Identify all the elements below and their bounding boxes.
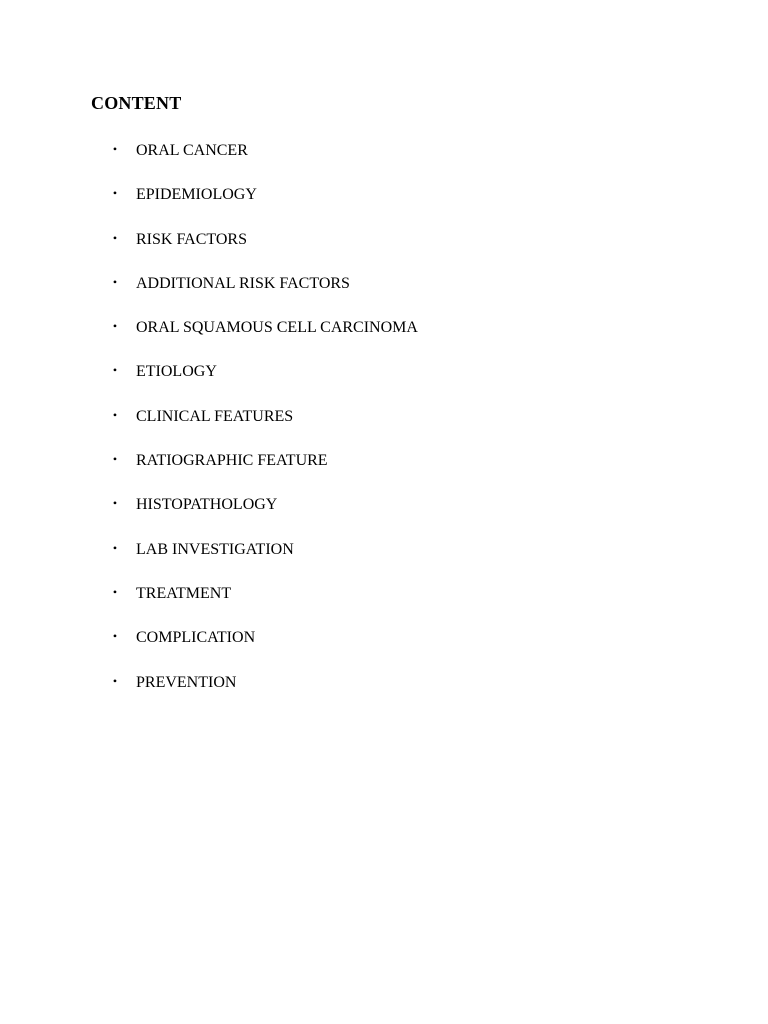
list-item-label: TREATMENT <box>136 584 232 602</box>
list-item-label: CLINICAL FEATURES <box>136 407 294 425</box>
bullet-icon: • <box>112 274 118 289</box>
bullet-icon: • <box>112 452 118 467</box>
list-item-label: EPIDEMIOLOGY <box>136 186 257 204</box>
list-item-label: ORAL SQUAMOUS CELL CARCINOMA <box>136 319 418 337</box>
content-heading: CONTENT <box>91 93 182 113</box>
bullet-icon: • <box>112 584 118 599</box>
bullet-icon: • <box>112 629 118 644</box>
list-item-label: PREVENTION <box>136 673 237 691</box>
bullet-icon: • <box>112 142 118 156</box>
list-item-label: RATIOGRAPHIC FEATURE <box>136 452 328 470</box>
list-item-label: ORAL CANCER <box>136 142 248 159</box>
list-item-label: LAB INVESTIGATION <box>136 540 294 558</box>
bullet-icon: • <box>112 230 118 245</box>
bullet-icon: • <box>112 540 118 555</box>
bullet-icon: • <box>112 363 118 378</box>
bullet-icon: • <box>112 407 118 422</box>
bullet-icon: • <box>112 186 118 201</box>
list-item-label: ETIOLOGY <box>136 363 217 381</box>
list-item-label: ADDITIONAL RISK FACTORS <box>136 274 350 292</box>
bullet-icon: • <box>112 319 118 334</box>
list-item-label: COMPLICATION <box>136 629 256 647</box>
bullet-icon: • <box>112 673 118 688</box>
list-item-label: RISK FACTORS <box>136 230 247 248</box>
list-item-label: HISTOPATHOLOGY <box>136 496 278 514</box>
bullet-icon: • <box>112 496 118 511</box>
